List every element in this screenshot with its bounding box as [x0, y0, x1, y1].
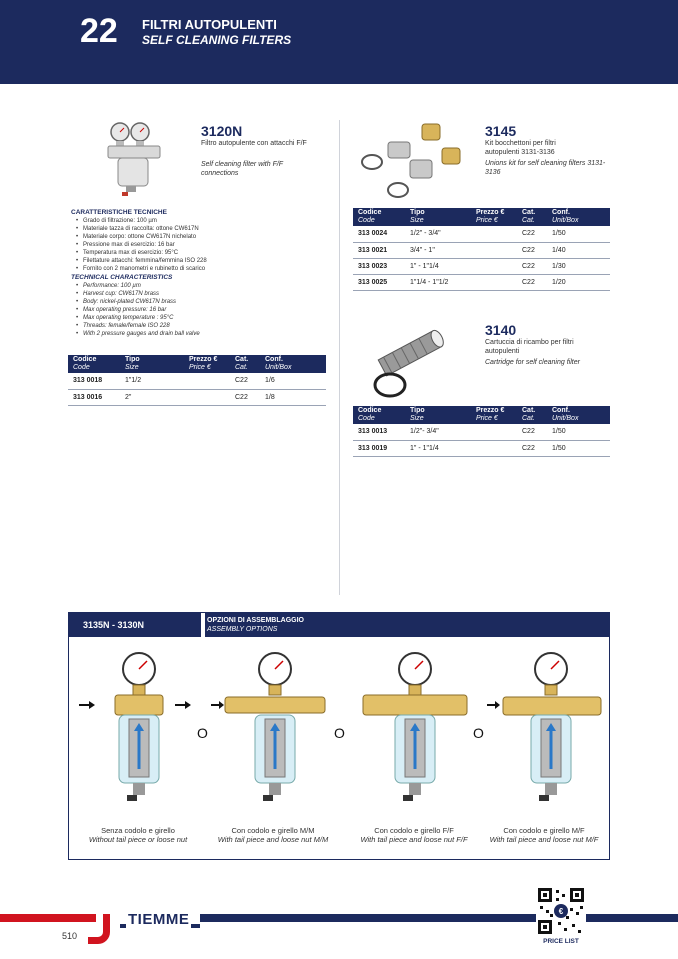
col-conf: Conf. Unit/Box: [547, 208, 610, 226]
assembly-options-panel: [68, 612, 610, 860]
unions-kit-3145-image: [358, 118, 466, 204]
price-table-3140: [353, 406, 610, 457]
price-table-3145: [353, 208, 610, 291]
spec-item: • Materiale tazza di raccolta: ottone CW617N: [71, 225, 341, 233]
product-desc-it-3120n: Filtro autopulente con attacchi F/F: [201, 140, 307, 147]
spec-item: • Performance: 100 µm: [71, 282, 341, 290]
specs-title-it: CARATTERISTICHE TECNICHE: [71, 209, 167, 216]
option-caption: Con codolo e girello F/F With tail piece and loose nut F/F: [360, 826, 468, 844]
table-row: 313 0021 3/4" - 1" C22 1/40: [353, 242, 610, 258]
option-caption: Senza codolo e girello Without tail piece or loose nut: [88, 826, 188, 844]
col-code: Codice Code: [353, 208, 405, 226]
column-divider: [339, 120, 340, 595]
specs-list-en: [71, 282, 341, 338]
col-price: Prezzo € Price €: [471, 208, 517, 226]
col-cat: Cat. Cat.: [517, 208, 547, 226]
spec-item: • Max operating temperature : 95°C: [71, 314, 341, 322]
col-size: Tipo Size: [120, 355, 184, 373]
specs-title-en: TECHNICAL CHARACTERISTICS: [71, 274, 173, 281]
col-cat: Cat. Cat.: [230, 355, 260, 373]
col-price: Prezzo € Price €: [471, 406, 517, 424]
product-desc-en-3120n: Self cleaning filter with F/F connections: [201, 161, 283, 177]
col-conf: Conf. Unit/Box: [547, 406, 610, 424]
spec-item: • Body: nickel-plated CW617N brass: [71, 298, 341, 306]
qr-code-icon[interactable]: [536, 886, 586, 936]
option-caption: Con codolo e girello M/F With tail piece and loose nut M/F: [489, 826, 599, 844]
table-row: 313 0016 2" C22 1/8: [68, 389, 326, 405]
or-separator: O: [473, 725, 484, 741]
col-size: Tipo Size: [405, 406, 471, 424]
product-code-3140: 3140: [485, 322, 517, 338]
table-row: 313 0019 1" - 1"1/4 C22 1/50: [353, 440, 610, 456]
spec-item: • Fornito con 2 manometri e rubinetto di scarico: [71, 265, 341, 273]
option-caption: Con codolo e girello M/M With tail piece and loose nut M/M: [217, 826, 329, 844]
assembly-diagram-1: [75, 649, 201, 817]
col-price: Prezzo € Price €: [184, 355, 230, 373]
product-desc-en-3145: Unions kit for self cleaning filters 3131-3136: [485, 160, 606, 176]
table-row: 313 0013 1/2"- 3/4" C22 1/50: [353, 424, 610, 440]
cartridge-3140-image: [370, 315, 456, 401]
spec-item: • Grado di filtrazione: 100 µm: [71, 217, 341, 225]
product-desc-it-3140: Cartuccia di ricambo per filtri autopulenti: [485, 339, 574, 355]
assembly-diagram-2: [211, 649, 337, 817]
spec-item: • Threads: female/female ISO 228: [71, 322, 341, 330]
price-table-3120n: [68, 355, 326, 406]
col-cat: Cat. Cat.: [517, 406, 547, 424]
table-row: 313 0025 1"1/4 - 1"1/2 C22 1/20: [353, 274, 610, 290]
col-code: Codice Code: [68, 355, 120, 373]
spec-item: • With 2 pressure gauges and drain ball valve: [71, 330, 341, 338]
product-code-3145: 3145: [485, 123, 517, 139]
brand-logo: TIEMME: [128, 911, 190, 928]
assembly-diagram-4: [487, 649, 613, 817]
spec-item: • Filettature attacchi: femmina/femmina ISO 228: [71, 257, 341, 265]
specs-list-it: [71, 217, 341, 273]
table-row: 313 0018 1"1/2 C22 1/6: [68, 373, 326, 389]
product-desc-it-3145: Kit bocchettoni per filtri autopulenti 3131-3136: [485, 140, 556, 156]
svg-text:€: €: [558, 907, 564, 916]
or-separator: O: [334, 725, 345, 741]
spec-item: • Temperatura max di esercizio: 95°C: [71, 249, 341, 257]
table-row: 313 0024 1/2" - 3/4" C22 1/50: [353, 226, 610, 242]
price-list-label: PRICE LIST: [543, 938, 579, 945]
footer-red-curve: [88, 914, 110, 944]
section-title-it: FILTRI AUTOPULENTI: [142, 17, 277, 32]
filter-3120n-image: [104, 118, 176, 200]
spec-item: • Materiale corpo: ottone CW617N nichelato: [71, 233, 341, 241]
col-conf: Conf. Unit/Box: [260, 355, 326, 373]
technical-specs: [71, 209, 341, 338]
col-size: Tipo Size: [405, 208, 471, 226]
assembly-title-it: OPZIONI DI ASSEMBLAGGIO: [207, 617, 304, 624]
spec-item: • Max operating pressure: 16 bar: [71, 306, 341, 314]
page-header: [0, 0, 678, 84]
assembly-header: [69, 613, 609, 637]
table-row: 313 0023 1" - 1"1/4 C22 1/30: [353, 258, 610, 274]
footer-red-stripe: [0, 914, 96, 922]
col-code: Codice Code: [353, 406, 405, 424]
spec-item: • Pressione max di esercizio: 16 bar: [71, 241, 341, 249]
or-separator: O: [197, 725, 208, 741]
assembly-title-en: ASSEMBLY OPTIONS: [207, 626, 278, 633]
product-code-3120n: 3120N: [201, 123, 243, 139]
assembly-code: 3135N - 3130N: [83, 620, 145, 630]
spec-item: • Harvest cup: CW617N brass: [71, 290, 341, 298]
assembly-diagram-3: [351, 649, 477, 817]
product-desc-en-3140: Cartridge for self cleaning filter: [485, 359, 580, 366]
section-number: 22: [80, 12, 118, 50]
page-number: 510: [62, 931, 78, 941]
footer-navy-stripe: [200, 914, 678, 922]
section-title-en: SELF CLEANING FILTERS: [142, 33, 292, 47]
